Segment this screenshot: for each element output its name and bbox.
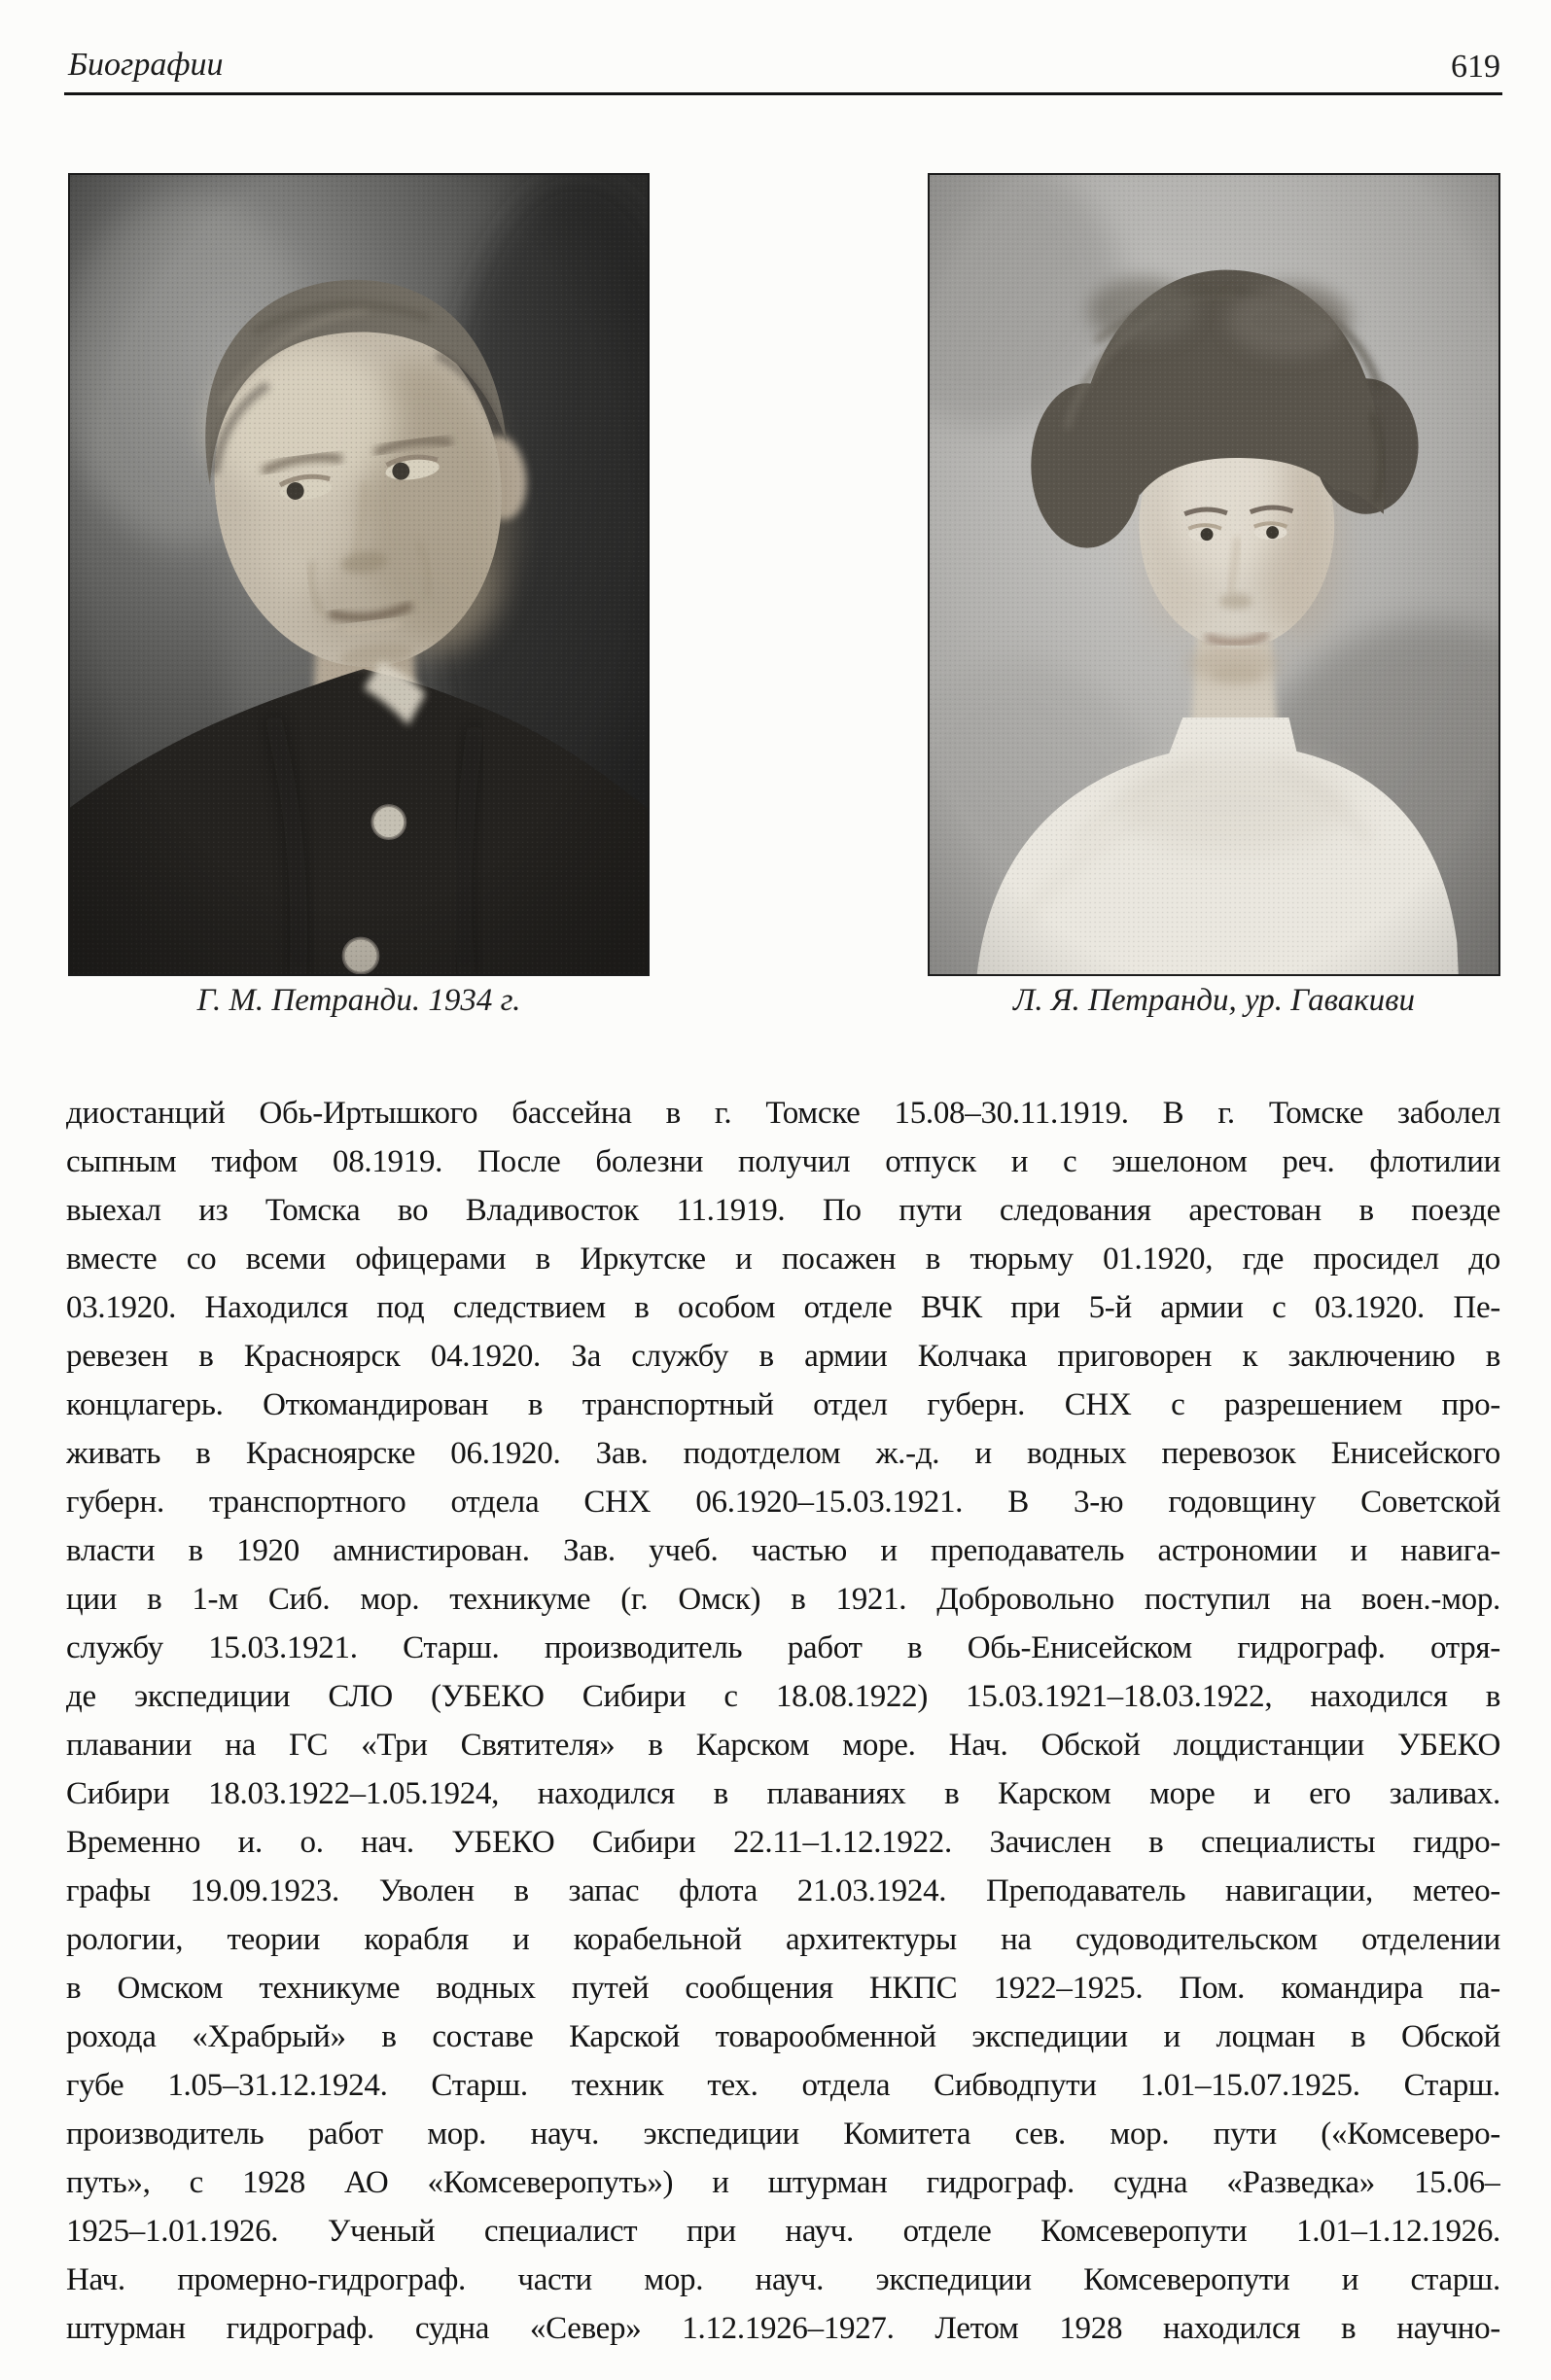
photo-caption-right: Л. Я. Петранди, ур. Гавакиви bbox=[1013, 983, 1415, 1018]
text-line: концлагерь. Откомандирован в транспортный отдел губерн. СНХ с разрешением про- bbox=[66, 1387, 1500, 1422]
biography-text bbox=[66, 1089, 1500, 2353]
text-line: графы 19.09.1923. Уволен в запас флота 21.03.1924. Преподаватель навигации, метео- bbox=[66, 1873, 1500, 1908]
text-line: Временно и. о. нач. УБЕКО Сибири 22.11–1.12.1922. Зачислен в специалисты гидро- bbox=[66, 1825, 1500, 1860]
text-line: сыпным тифом 08.1919. После болезни получил отпуск и с эшелоном реч. флотилии bbox=[66, 1144, 1500, 1179]
text-line: производитель работ мор. науч. экспедиции Комитета сев. мор. пути («Комсеверо- bbox=[66, 2117, 1500, 2152]
text-line: выехал из Томска во Владивосток 11.1919. По пути следования арестован в поезде bbox=[66, 1193, 1500, 1228]
text-line: 03.1920. Находился под следствием в особом отделе ВЧК при 5-й армии с 03.1920. Пе- bbox=[66, 1290, 1500, 1325]
photo-caption-left: Г. М. Петранди. 1934 г. bbox=[196, 983, 521, 1018]
text-line: ции в 1-м Сиб. мор. техникуме (г. Омск) в 1921. Добровольно поступил на воен.-мор. bbox=[66, 1582, 1500, 1617]
text-line: в Омском техникуме водных путей сообщения НКПС 1922–1925. Пом. командира па- bbox=[66, 1971, 1500, 2006]
woman-portrait-illustration bbox=[930, 175, 1498, 974]
text-line: вместе со всеми офицерами в Иркутске и посажен в тюрьму 01.1920, где просидел до bbox=[66, 1242, 1500, 1277]
page-number: 619 bbox=[1451, 49, 1500, 85]
text-line: 1925–1.01.1926. Ученый специалист при науч. отделе Комсеверопути 1.01–1.12.1926. bbox=[66, 2214, 1500, 2249]
man-portrait-photo bbox=[68, 173, 650, 976]
text-line: Нач. промерно-гидрограф. части мор. науч. экспедиции Комсеверопути и старш. bbox=[66, 2262, 1500, 2297]
text-line: штурман гидрограф. судна «Север» 1.12.1926–1927. Летом 1928 находился в научно- bbox=[66, 2311, 1500, 2346]
header-rule bbox=[64, 92, 1502, 95]
text-line: ревезен в Красноярск 04.1920. За службу в армии Колчака приговорен к заключению в bbox=[66, 1339, 1500, 1374]
section-title: Биографии bbox=[68, 47, 224, 83]
man-portrait-illustration bbox=[70, 175, 648, 974]
text-line: Сибири 18.03.1922–1.05.1924, находился в плаваниях в Карском море и его заливах. bbox=[66, 1776, 1500, 1811]
text-line: живать в Красноярске 06.1920. Зав. подотделом ж.-д. и водных перевозок Енисейского bbox=[66, 1436, 1500, 1471]
text-line: де экспедиции СЛО (УБЕКО Сибири с 18.08.1922) 15.03.1921–18.03.1922, находился в bbox=[66, 1679, 1500, 1714]
text-line: власти в 1920 амнистирован. Зав. учеб. частью и преподаватель астрономии и навига- bbox=[66, 1533, 1500, 1568]
text-line: губе 1.05–31.12.1924. Старш. техник тех. отдела Сибводпути 1.01–15.07.1925. Старш. bbox=[66, 2068, 1500, 2103]
text-line: рохода «Храбрый» в составе Карской товарообменной экспедиции и лоцман в Обской bbox=[66, 2019, 1500, 2054]
text-line: путь», с 1928 АО «Комсеверопуть») и штурман гидрограф. судна «Разведка» 15.06– bbox=[66, 2165, 1500, 2200]
woman-portrait-photo bbox=[928, 173, 1500, 976]
text-line: службу 15.03.1921. Старш. производитель работ в Обь-Енисейском гидрограф. отря- bbox=[66, 1630, 1500, 1665]
text-line: губерн. транспортного отдела СНХ 06.1920–15.03.1921. В 3-ю годовщину Советской bbox=[66, 1485, 1500, 1520]
text-line: диостанций Обь-Иртышкого бассейна в г. Томске 15.08–30.11.1919. В г. Томске заболел bbox=[66, 1096, 1500, 1131]
text-line: плавании на ГС «Три Святителя» в Карском море. Нач. Обской лоцдистанции УБЕКО bbox=[66, 1728, 1500, 1763]
text-line: рологии, теории корабля и корабельной архитектуры на судоводительском отделении bbox=[66, 1922, 1500, 1957]
